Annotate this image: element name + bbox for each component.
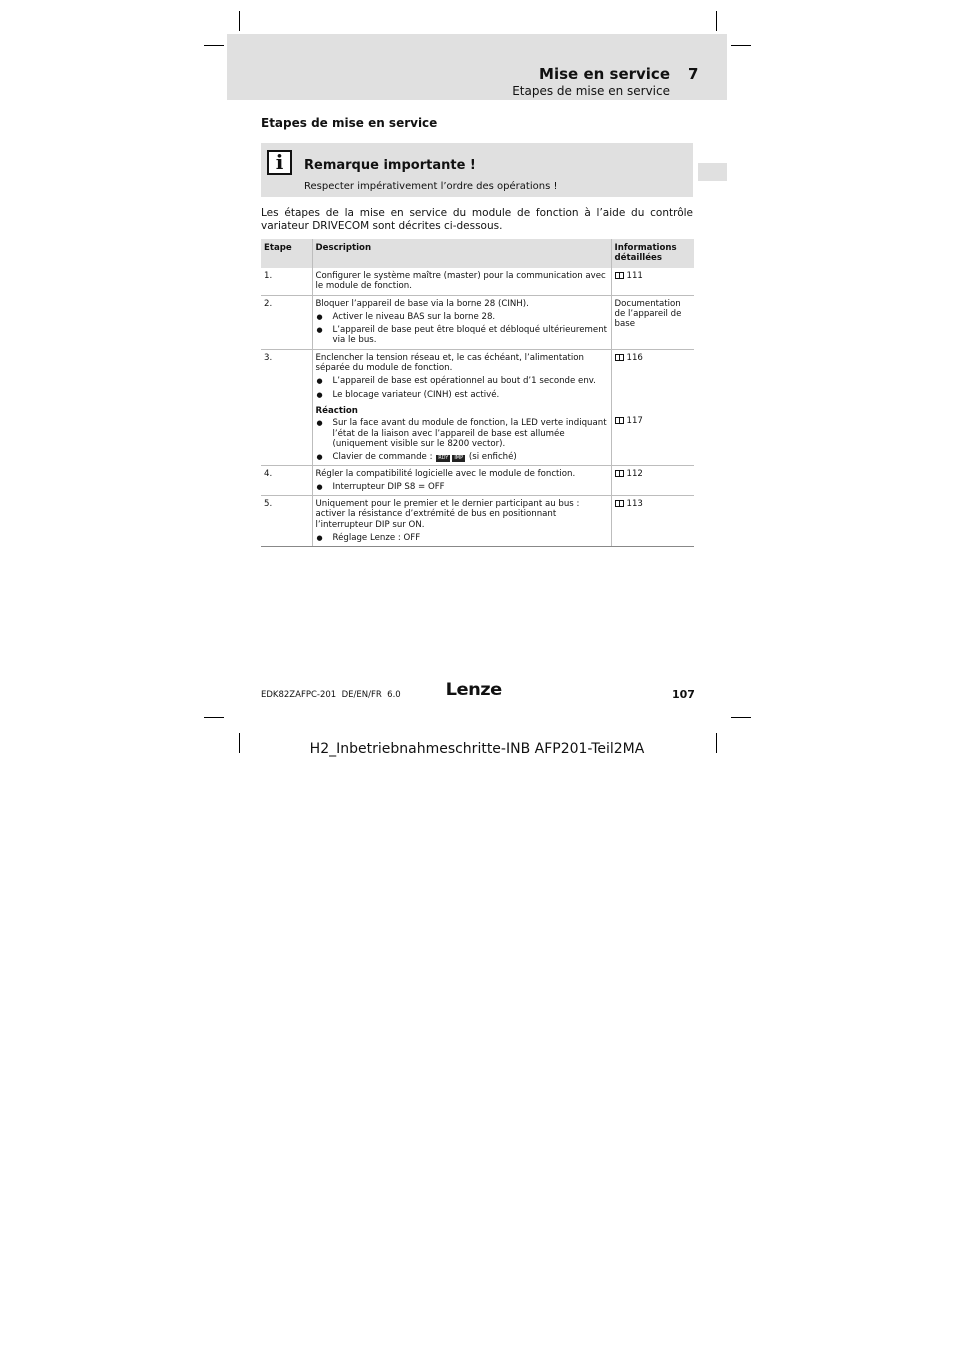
document-id: EDK82ZAFPC-201 DE/EN/FR 6.0: [261, 690, 401, 700]
book-icon: [615, 470, 624, 477]
step-reference: [611, 268, 694, 295]
bullet-item: ● L’appareil de base peut être bloqué et débloqué ultérieurement via le bus.: [316, 325, 608, 346]
bullet-item: ● Réglage Lenze : OFF: [316, 533, 608, 543]
page-number: 107: [672, 688, 695, 701]
column-header-details: Informations détaillées: [611, 239, 694, 268]
important-notice: [261, 143, 693, 197]
table-row: [261, 496, 694, 547]
step-number: 3.: [261, 349, 312, 466]
book-icon: [615, 500, 624, 507]
bullet-item: ● Activer le niveau BAS sur la borne 28.: [316, 312, 608, 322]
step-number: 5.: [261, 496, 312, 547]
step-reference: [611, 496, 694, 547]
step-text: Uniquement pour le premier et le dernier participant au bus : activer la résistance d’extrémité de bus en positionnant l’interrupteur DIP sur ON.: [315, 499, 580, 530]
column-header-description: Description: [312, 239, 611, 268]
page-reference: 117: [626, 416, 643, 427]
step-description: [312, 295, 611, 349]
step-number: 4.: [261, 466, 312, 496]
table-row: [261, 466, 694, 496]
step-text: Enclencher la tension réseau et, le cas échéant, l’alimentation séparée du module de fonction.: [315, 352, 584, 374]
page-reference: 113: [626, 499, 643, 510]
keypad-label: Clavier de commande :: [332, 452, 433, 463]
page-reference: 116: [626, 352, 643, 363]
bullet-item: ● L’appareil de base est opérationnel au bout d’1 seconde env.: [316, 376, 608, 386]
bullet-item: ● Sur la face avant du module de fonction, la LED verte indiquant l’état de la liaison avec l’appareil de base est allumée (uniquement visible sur le 8200 vector).: [316, 418, 608, 449]
keypad-suffix: (si enfiché): [468, 452, 517, 463]
step-description: [312, 268, 611, 295]
book-icon: [615, 272, 624, 279]
intro-paragraph: Les étapes de la mise en service du module de fonction à l’aide du contrôle variateur DRIVECOM sont décrites ci-dessous.: [261, 207, 693, 232]
table-header-row: [261, 239, 694, 268]
crop-mark: [204, 717, 224, 718]
table-row: [261, 295, 694, 349]
step-reference: Documentation de l’appareil de base: [611, 295, 694, 349]
section-heading: Etapes de mise en service: [261, 116, 438, 130]
step-description: [312, 466, 611, 496]
notice-text: Respecter impérativement l’ordre des opérations !: [304, 181, 558, 192]
keypad-imp-indicator: IMP: [454, 455, 464, 462]
page-reference: 111: [626, 271, 643, 281]
chapter-side-tab: [698, 163, 727, 181]
step-text: Régler la compatibilité logicielle avec le module de fonction.: [315, 469, 576, 480]
step-text: Configurer le système maître (master) pour la communication avec le module de fonction.: [315, 271, 606, 292]
crop-mark: [204, 45, 224, 46]
keypad-rdy-indicator: RDY: [438, 455, 449, 462]
book-icon: [615, 417, 624, 424]
step-description: [312, 496, 611, 547]
step-description: [312, 349, 611, 466]
bullet-item: ● Le blocage variateur (CINH) est activé.: [316, 390, 608, 400]
step-number: 1.: [261, 268, 312, 295]
bullet-item: ● Interrupteur DIP S8 = OFF: [316, 482, 608, 492]
book-icon: [615, 354, 624, 361]
table-row: [261, 268, 694, 295]
chapter-title: Mise en service: [539, 65, 670, 83]
step-reference: [611, 349, 694, 466]
chapter-number: 7: [688, 65, 699, 83]
step-number: 2.: [261, 295, 312, 349]
page-reference: 112: [626, 469, 643, 480]
notice-title: Remarque importante !: [304, 158, 476, 173]
crop-mark: [731, 717, 751, 718]
step-reference: [611, 466, 694, 496]
steps-table: [261, 239, 694, 547]
bullet-item-keypad: [316, 452, 608, 462]
crop-mark: [731, 45, 751, 46]
file-caption: H2_Inbetriebnahmeschritte-INB AFP201-Teil2MA: [309, 741, 645, 757]
crop-mark: [239, 11, 240, 31]
step-text: Bloquer l’appareil de base via la borne 28 (CINH).: [315, 298, 529, 309]
lenze-logo: Lenze: [445, 680, 502, 700]
header-section-title: Etapes de mise en service: [512, 84, 670, 98]
table-row: [261, 349, 694, 466]
crop-mark: [716, 11, 717, 31]
column-header-step: Etape: [261, 239, 312, 268]
reaction-heading: Réaction: [315, 405, 358, 416]
info-icon: i: [267, 150, 292, 175]
